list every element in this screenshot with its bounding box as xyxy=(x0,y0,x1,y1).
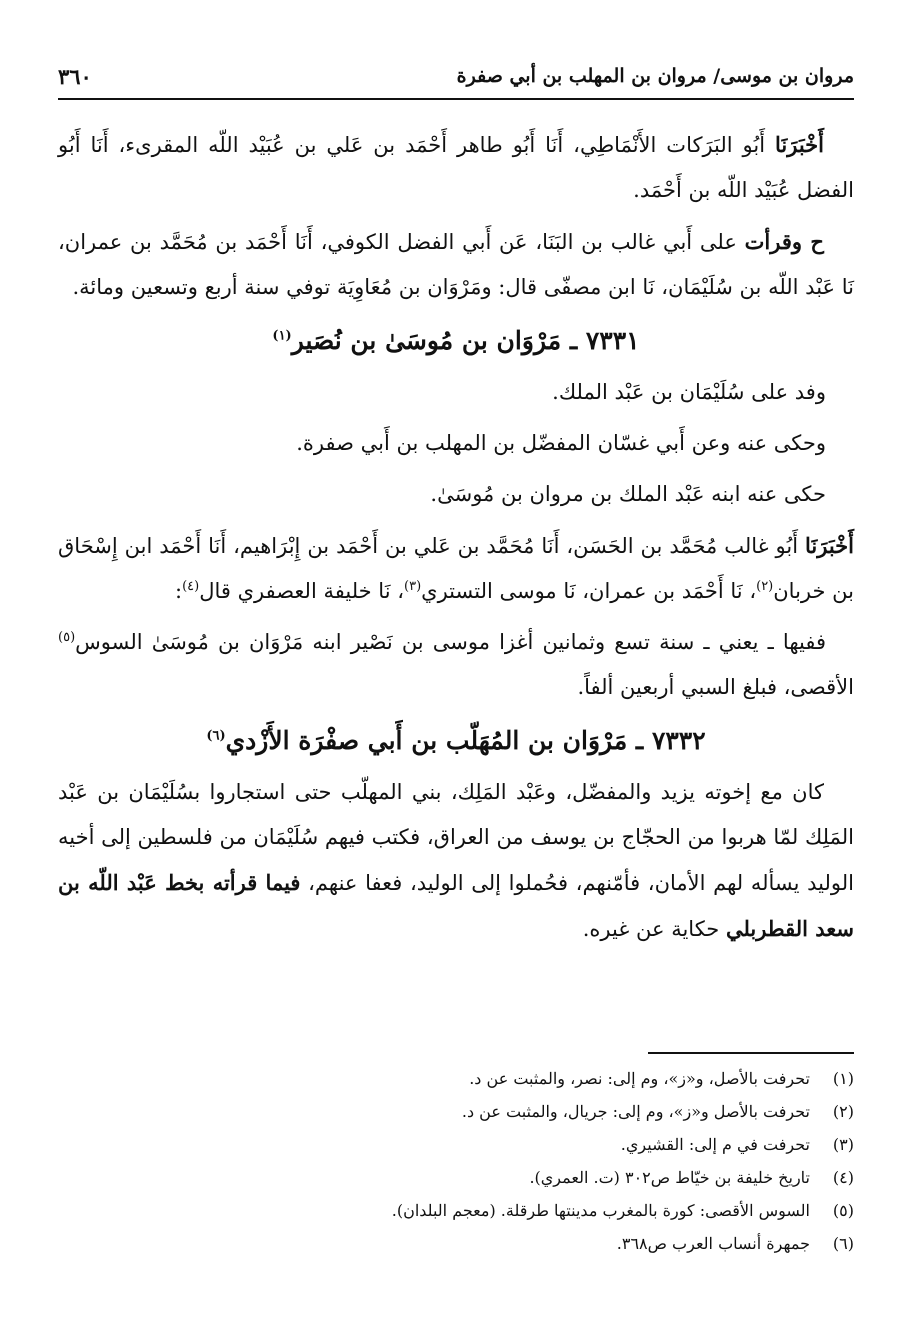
footnote-ref: (٣) xyxy=(404,579,422,594)
entry-heading-text: ٧٣٣٢ ـ مَرْوَان بن المُهَلّب بن أَبي صفْرَة الأَزْدي xyxy=(225,726,706,755)
paragraph-biography xyxy=(58,770,854,952)
paragraph-text: كان مع إخوته يزيد والمفضّل، وعَبْد المَلِك، بني المهلّب حتى استجاروا بسُلَيْمَان بن عَبْد المَلِك لمّا هربوا من الحجّاج بن يوسف من العراق، فكتب فيهم سُلَيْمَان من فلسطين إلى أخيه الوليد يسأله لهم الأمان، فأمّنهم، فحُملوا إلى الوليد، فعفا عنهم، xyxy=(58,780,854,895)
footnote-text: تحرفت في م إلى: القشيري. xyxy=(620,1135,810,1154)
footnote-item xyxy=(58,1128,854,1161)
paragraph-lead: أَخْبَرَنَا xyxy=(775,132,824,157)
footnotes xyxy=(58,1062,854,1260)
paragraph-text: : xyxy=(174,579,183,603)
footnote-item xyxy=(58,1227,854,1260)
footnote-text: تحرفت بالأصل، و«ز»، وم إلى: نصر، والمثبت عن د. xyxy=(469,1069,810,1088)
footnote-ref: (١) xyxy=(272,328,292,344)
header-divider xyxy=(58,98,854,100)
page-number: ٣٦٠ xyxy=(58,63,92,89)
paragraph-isnad-1 xyxy=(58,122,854,213)
entry-line: وفد على سُلَيْمَان بن عَبْد الملك. xyxy=(552,380,826,404)
paragraph-text: أَبُو البَرَكات الأَنْمَاطِي، أَنَا أَبُو طاهر أَحْمَد بن عَلي بن عُبَيْد اللّه المقرىء، أَنَا أَبُو الفضل عُبَيْد اللّه بن أَحْمَد. xyxy=(58,133,854,202)
footnote-ref: (٦) xyxy=(206,728,226,744)
footnote-item xyxy=(58,1161,854,1194)
footnote-ref: (٢) xyxy=(756,579,774,594)
paragraph-text: ففيها ـ يعني ـ سنة تسع وثمانين أغزا موسى بن نَصْير ابنه مَرْوَان بن مُوسَىٰ السوس xyxy=(75,630,826,654)
footnote-text: تحرفت بالأصل و«ز»، وم إلى: جريال، والمثبت عن د. xyxy=(461,1102,810,1121)
paragraph-text: ، نَا أَحْمَد بن عمران، نَا موسى التستري xyxy=(421,579,757,603)
entry-line: حكى عنه ابنه عَبْد الملك بن مروان بن مُوسَىٰ. xyxy=(430,482,826,506)
footnote-divider xyxy=(648,1052,854,1054)
footnote-number: (٣) xyxy=(832,1135,854,1154)
footnote-text: السوس الأقصى: كورة بالمغرب مدينتها طرقلة. (معجم البلدان). xyxy=(391,1201,810,1220)
main-text xyxy=(58,122,854,958)
paragraph-text: الأقصى، فبلغ السبي أربعين ألفاً. xyxy=(577,675,854,699)
paragraph-text: حكاية عن غيره. xyxy=(582,917,726,941)
entry-heading-text: ٧٣٣١ ـ مَرْوَان بن مُوسَىٰ بن نُصَير xyxy=(291,326,640,355)
paragraph-text: على أَبي غالب بن البَنَا، عَن أَبي الفضل الكوفي، أَنَا أَحْمَد بن مُحَمَّد بن عمران، نَا عَبْد اللّه بن سُلَيْمَان، نَا ابن مصفّى قال: ومَرْوَان بن مُعَاوِيَة توفي سنة أربع وتسعين ومائة. xyxy=(58,230,854,299)
footnote-ref: (٤) xyxy=(182,579,200,594)
footnote-ref: (٥) xyxy=(58,630,76,645)
footnote-text: تاريخ خليفة بن خيّاط ص٣٠٢ (ت. العمري). xyxy=(529,1168,810,1187)
paragraph-isnad-2 xyxy=(58,219,854,310)
paragraph-text: ، نَا خليفة العصفري قال xyxy=(199,579,404,603)
footnote-text: جمهرة أنساب العرب ص٣٦٨. xyxy=(616,1234,810,1253)
page-header xyxy=(58,56,854,96)
footnote-number: (٦) xyxy=(832,1234,854,1253)
paragraph-lead: ح وقرأت xyxy=(744,229,824,254)
paragraph-emphasis: فيما قرأته بخط عَبْد اللّه بن سعد القطربلي xyxy=(58,870,854,941)
footnote-item xyxy=(58,1194,854,1227)
footnote-item xyxy=(58,1062,854,1095)
footnote-number: (١) xyxy=(832,1069,854,1088)
footnote-number: (٥) xyxy=(832,1201,854,1220)
entry-heading-7332 xyxy=(58,716,854,766)
footnote-item xyxy=(58,1095,854,1128)
paragraph-lead: أَخْبَرَنَا xyxy=(805,533,854,558)
entry-line: وحكى عنه وعن أَبي غسّان المفضّل بن المهلب بن أَبي صفرة. xyxy=(296,431,826,455)
running-title: مروان بن موسى/ مروان بن المهلب بن أبي صفرة xyxy=(456,65,854,87)
paragraph-isnad-3 xyxy=(58,523,854,614)
entry-heading-7331 xyxy=(58,316,854,366)
paragraph-text: أَبُو غالب مُحَمَّد بن الحَسَن، أَنَا مُحَمَّد بن عَلي بن أَحْمَد بن إِبْرَاهيم، أَنَا أَحْمَد ابن إِسْحَاق بن خربان xyxy=(58,534,854,603)
paragraph-report xyxy=(58,620,854,710)
footnote-number: (٢) xyxy=(832,1102,854,1121)
footnote-number: (٤) xyxy=(832,1168,854,1187)
